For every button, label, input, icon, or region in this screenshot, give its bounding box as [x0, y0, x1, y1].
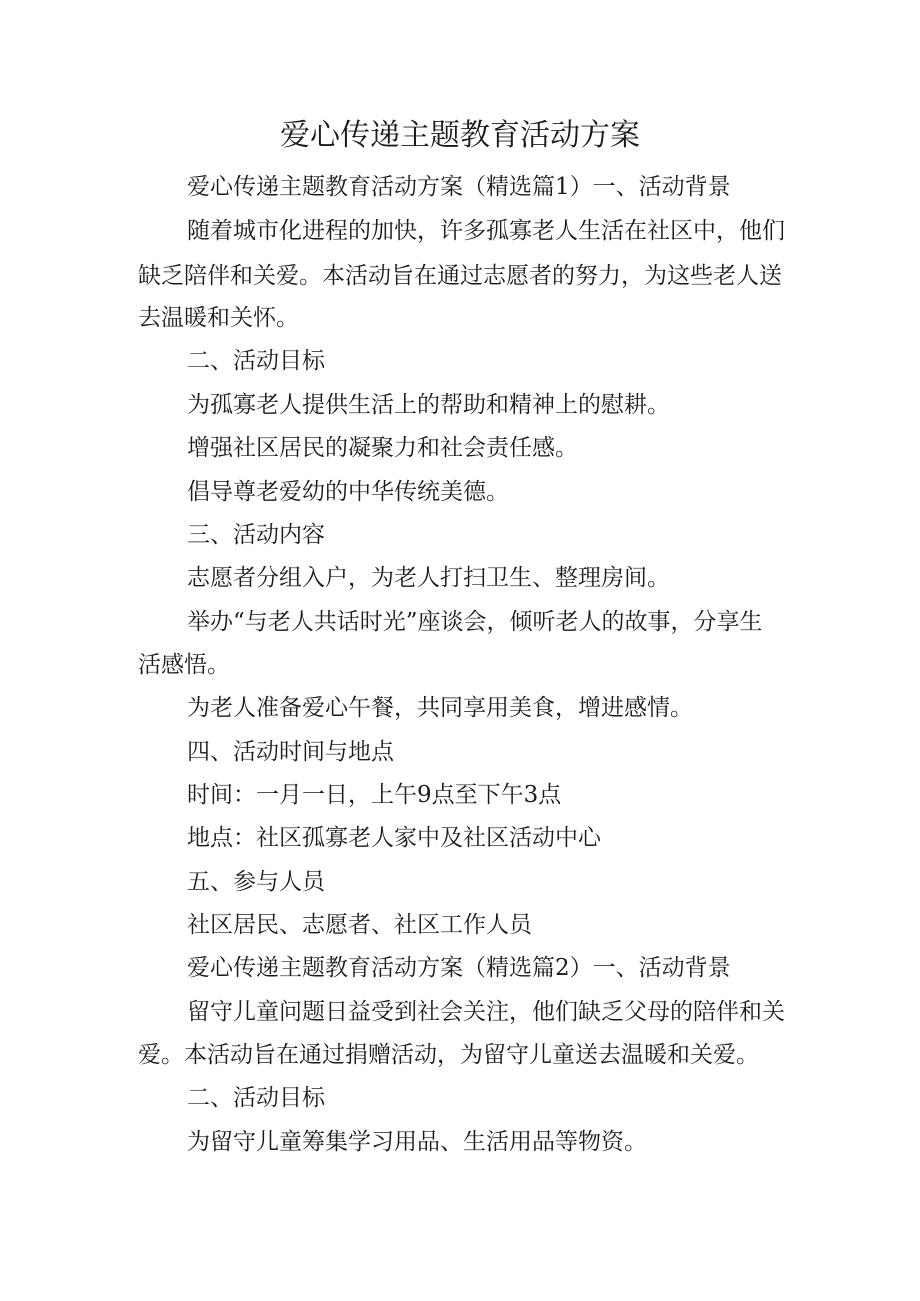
paragraph-line: 举办“与老人共话时光”座谈会，倾听老人的故事，分享生: [187, 609, 763, 635]
section-heading: 二、活动目标: [187, 348, 325, 374]
paragraph-line: 爱。本活动旨在通过捐赠活动，为留守儿童送去温暖和关爱。: [138, 1042, 759, 1068]
section-heading: 三、活动内容: [187, 522, 325, 548]
paragraph-line: 为老人准备爱心午餐，共同享用美食，增进感情。: [187, 695, 693, 721]
paragraph-line: 志愿者分组入户，为老人打扫卫生、整理房间。: [187, 565, 670, 591]
paragraph-line: 地点：社区孤寡老人家中及社区活动中心: [187, 825, 601, 851]
section-heading: 四、活动时间与地点: [187, 739, 394, 765]
paragraph-line: 倡导尊老爱幼的中华传统美德。: [187, 479, 509, 505]
paragraph-line: 活感悟。: [138, 652, 230, 678]
paragraph-line: 爱心传递主题教育活动方案（精选篇2）一、活动背景: [187, 955, 731, 981]
paragraph-line: 为留守儿童筹集学习用品、生活用品等物资。: [187, 1129, 647, 1155]
paragraph-line: 为孤寡老人提供生活上的帮助和精神上的慰耕。: [187, 392, 670, 418]
document-title: 爱心传递主题教育活动方案: [280, 118, 640, 153]
section-heading: 二、活动目标: [187, 1085, 325, 1111]
paragraph-line: 随着城市化进程的加快，许多孤寡老人生活在社区中，他们: [187, 218, 785, 244]
paragraph-line: 增强社区居民的凝聚力和社会责任感。: [187, 435, 578, 461]
paragraph-line: 爱心传递主题教育活动方案（精选篇1）一、活动背景: [187, 174, 731, 200]
section-heading: 五、参与人员: [187, 869, 325, 895]
paragraph-line: 时间：一月一日，上午9点至下午3点: [187, 782, 562, 808]
paragraph-line: 缺乏陪伴和关爱。本活动旨在通过志愿者的努力，为这些老人送: [138, 263, 782, 289]
paragraph-line: 去温暖和关怀。: [138, 305, 299, 331]
paragraph-line: 留守儿童问题日益受到社会关注，他们缺乏父母的陪伴和关: [187, 999, 785, 1025]
paragraph-line: 社区居民、志愿者、社区工作人员: [187, 912, 532, 938]
